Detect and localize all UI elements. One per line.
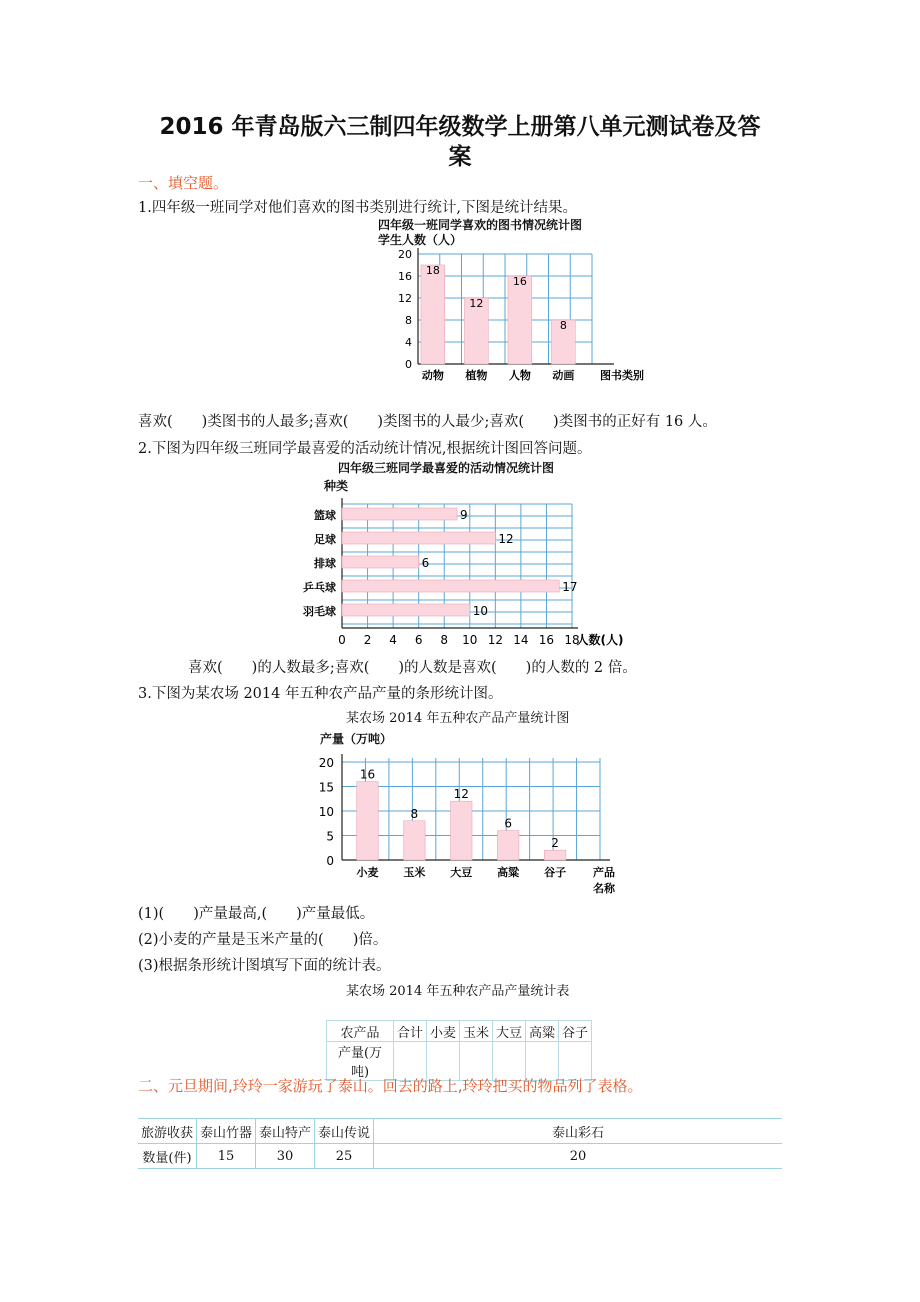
data-label: 6 <box>504 816 513 831</box>
bar <box>404 821 425 860</box>
question-3-3: (3)根据条形统计图填写下面的统计表。 <box>138 958 391 974</box>
bar <box>421 265 445 364</box>
chart3-ylabel: 产量（万吨） <box>320 732 393 746</box>
table-header-cell: 旅游收获 <box>138 1119 197 1144</box>
bar <box>342 580 559 592</box>
data-label: 18 <box>425 264 440 277</box>
tick-label: 20 <box>318 756 334 770</box>
category-label: 大豆 <box>450 866 473 879</box>
x-axis-label: 图书类别 <box>600 369 644 382</box>
tick-label: 8 <box>440 633 449 647</box>
tick-label: 18 <box>564 633 580 647</box>
table-header-cell: 高粱 <box>526 1021 559 1042</box>
question-3-text: 3.下图为某农场 2014 年五种农产品产量的条形统计图。 <box>138 686 503 702</box>
category-label: 动物 <box>421 369 444 382</box>
table-header-cell: 大豆 <box>493 1021 526 1042</box>
bar <box>497 831 518 860</box>
chart1-ylabel: 学生人数（人） <box>378 233 463 247</box>
tick-label: 16 <box>538 633 555 647</box>
tick-label: 15 <box>318 780 334 795</box>
tick-label: 0 <box>326 854 334 868</box>
data-label: 16 <box>512 275 527 288</box>
category-label: 羽毛球 <box>303 605 336 618</box>
data-label: 12 <box>453 787 469 802</box>
question-2-answer: 喜欢( )的人数最多;喜欢( )的人数是喜欢( )的人数的 2 倍。 <box>188 660 637 676</box>
bar <box>342 532 495 544</box>
tick-label: 14 <box>513 633 529 647</box>
bar <box>342 556 419 568</box>
category-label: 乒乓球 <box>303 581 336 594</box>
data-label: 8 <box>410 806 419 821</box>
table-row <box>138 1119 782 1144</box>
question-1-answer: 喜欢( )类图书的人最多;喜欢( )类图书的人最少;喜欢( )类图书的正好有 16 人。 <box>138 414 717 430</box>
tick-label: 16 <box>398 270 412 283</box>
data-label: 10 <box>472 604 489 618</box>
table-row <box>327 1021 592 1042</box>
chart1 <box>370 244 650 384</box>
bar <box>451 801 472 860</box>
bar <box>508 276 532 364</box>
tick-label: 2 <box>363 633 372 647</box>
chart2-title: 四年级三班同学最喜爱的活动情况统计图 <box>338 461 555 475</box>
tick-label: 12 <box>487 633 503 647</box>
data-label: 17 <box>562 580 578 594</box>
tick-label: 12 <box>398 292 412 305</box>
table-header-cell: 泰山传说 <box>315 1119 374 1144</box>
data-label: 12 <box>469 297 484 310</box>
tick-label: 10 <box>318 805 334 819</box>
data-label: 6 <box>421 556 430 570</box>
data-label: 9 <box>460 508 468 522</box>
section-1-heading: 一、填空题。 <box>138 174 229 192</box>
question-3-2: (2)小麦的产量是玉米产量的( )倍。 <box>138 932 388 948</box>
category-label: 篮球 <box>314 509 336 522</box>
bar <box>342 508 457 520</box>
category-label: 植物 <box>465 369 488 382</box>
category-label: 谷子 <box>544 866 567 879</box>
data-label: 16 <box>359 767 376 782</box>
category-label: 高粱 <box>497 866 520 879</box>
category-label: 动画 <box>552 369 575 382</box>
table-header-cell: 泰山竹器 <box>197 1119 256 1144</box>
table-header-cell: 合计 <box>394 1021 427 1042</box>
chart3-title: 某农场 2014 年五种农产品产量统计图 <box>346 711 570 726</box>
table-header-cell: 玉米 <box>460 1021 493 1042</box>
x-axis-label: 人数(人) <box>576 633 624 647</box>
table-cell: 20 <box>374 1144 783 1169</box>
x-axis-label: 名称 <box>593 882 615 895</box>
question-3-1: (1)( )产量最高,( )产量最低。 <box>138 906 375 922</box>
category-label: 排球 <box>314 557 336 570</box>
tick-label: 4 <box>389 633 397 647</box>
table-header-cell: 泰山彩石 <box>374 1119 783 1144</box>
section-2-heading: 二、元旦期间,玲玲一家游玩了泰山。回去的路上,玲玲把买的物品列了表格。 <box>138 1077 643 1095</box>
data-label: 8 <box>559 319 567 332</box>
tick-label: 20 <box>398 248 412 261</box>
bar <box>342 604 470 616</box>
bar <box>544 850 565 860</box>
table-row-label: 产量(万吨) <box>327 1042 394 1081</box>
chart2-ylabel: 种类 <box>324 479 349 493</box>
data-label: 12 <box>498 532 514 546</box>
page-title: 2016 年青岛版六三制四年级数学上册第八单元测试卷及答 案 <box>159 114 761 170</box>
tick-label: 0 <box>338 633 346 647</box>
chart2 <box>290 494 650 654</box>
production-table <box>326 1020 592 1081</box>
table1-title: 某农场 2014 年五种农产品产量统计表 <box>346 984 570 999</box>
table-cell: 25 <box>315 1144 374 1169</box>
tick-label: 5 <box>326 829 334 844</box>
table-header-cell: 泰山特产 <box>256 1119 315 1144</box>
category-label: 小麦 <box>356 866 379 879</box>
tick-label: 10 <box>462 633 478 647</box>
category-label: 人物 <box>508 369 531 382</box>
chart3 <box>310 748 620 898</box>
x-axis-label: 产品 <box>593 866 615 879</box>
question-1-text: 1.四年级一班同学对他们喜欢的图书类别进行统计,下图是统计结果。 <box>138 200 577 216</box>
category-label: 玉米 <box>403 866 426 879</box>
data-label: 2 <box>551 836 559 851</box>
tick-label: 8 <box>405 314 412 327</box>
table-header-cell: 谷子 <box>559 1021 592 1042</box>
category-label: 足球 <box>314 533 336 546</box>
souvenir-table <box>138 1118 782 1169</box>
bar <box>357 782 378 860</box>
chart1-title: 四年级一班同学喜欢的图书情况统计图 <box>378 218 583 232</box>
table-cell: 30 <box>256 1144 315 1169</box>
table-header-cell: 农产品 <box>327 1021 394 1042</box>
table-header-cell: 小麦 <box>427 1021 460 1042</box>
table-row-label: 数量(件) <box>138 1144 197 1169</box>
question-2-text: 2.下图为四年级三班同学最喜爱的活动统计情况,根据统计图回答问题。 <box>138 441 592 457</box>
table-cell: 15 <box>197 1144 256 1169</box>
tick-label: 4 <box>405 336 412 349</box>
tick-label: 0 <box>405 358 412 371</box>
tick-label: 6 <box>414 633 423 647</box>
table-row <box>138 1144 782 1169</box>
